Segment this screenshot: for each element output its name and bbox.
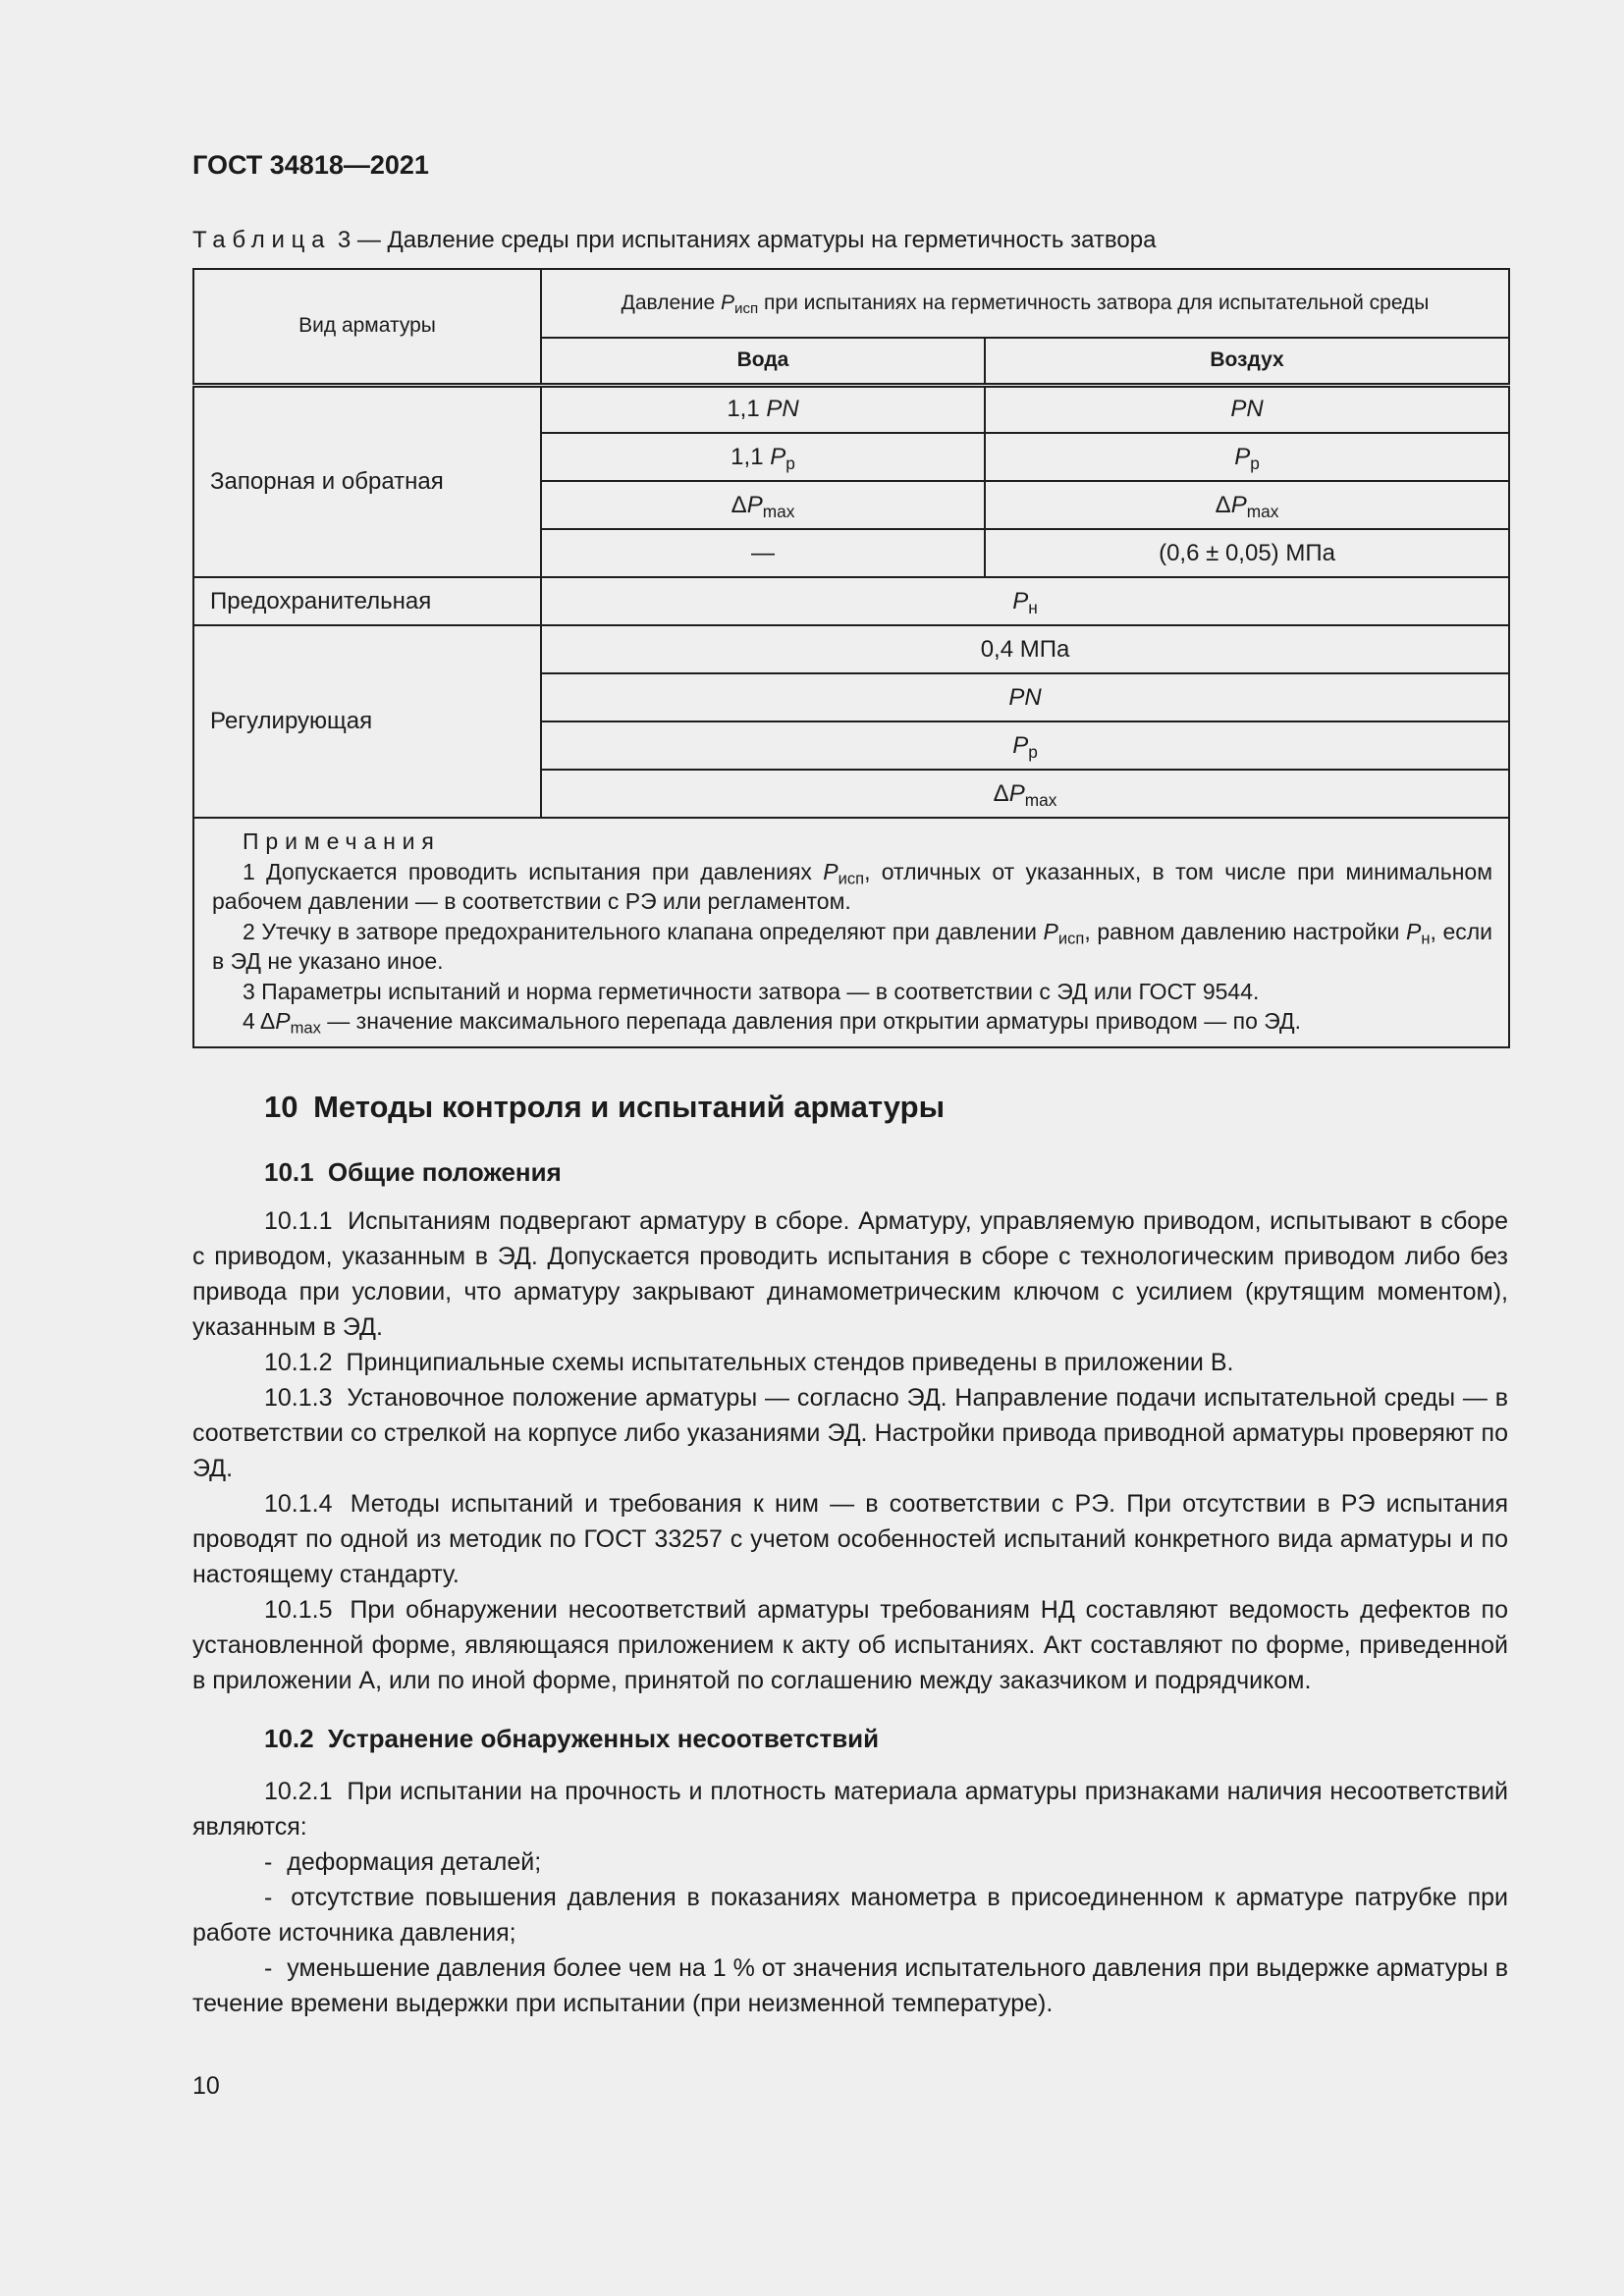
list-item-text: отсутствие повышения давления в показаниях манометра в присоединенном к арматуре патрубке при работе источника давления; xyxy=(192,1884,1508,1947)
table-row xyxy=(193,577,1509,625)
text-segment: Δ xyxy=(1215,491,1231,518)
italic-symbol: P xyxy=(275,1008,291,1034)
text-segment: , равном давлению настройки xyxy=(1084,918,1406,944)
table-header-row xyxy=(193,269,1509,338)
notes-title: Примечания xyxy=(243,828,441,854)
text-segment: Давление xyxy=(621,292,721,314)
italic-symbol: P xyxy=(1405,918,1422,944)
list-marker: - xyxy=(264,1884,273,1911)
table-container xyxy=(192,268,1508,1048)
clause-number: 10.1.5 xyxy=(264,1596,333,1624)
header-valve-type: Вид арматуры xyxy=(193,269,541,385)
note-item xyxy=(212,917,1492,977)
clause-number: 10.1.4 xyxy=(264,1490,333,1518)
list-item xyxy=(192,1950,1508,2021)
section-title: Методы контроля и испытаний арматуры xyxy=(313,1090,946,1124)
clause-paragraph xyxy=(192,1486,1508,1592)
italic-symbol: P xyxy=(1043,918,1058,944)
clause-text: Принципиальные схемы испытательных стендов приведены в приложении В. xyxy=(346,1349,1234,1376)
table-row xyxy=(193,385,1509,433)
subsection-number: 10.1 xyxy=(264,1157,314,1187)
shutoff-water-value xyxy=(541,529,985,577)
shutoff-air-value xyxy=(985,481,1509,529)
table-row xyxy=(193,625,1509,673)
text-segment: , отличных от указанных, в том числе при минимальном рабочем давлении — в соответствии с РЭ или регламентом. xyxy=(212,858,1493,914)
list-item-text: деформация деталей; xyxy=(287,1848,542,1876)
note-item xyxy=(212,977,1492,1007)
subscript: р xyxy=(785,453,795,473)
control-value xyxy=(541,673,1509,721)
clause-number: 10.1.1 xyxy=(264,1207,333,1235)
page-number: 10 xyxy=(192,2072,220,2100)
header-water: Вода xyxy=(541,338,985,385)
document-code: ГОСТ 34818—2021 xyxy=(192,150,429,180)
shutoff-water-value xyxy=(541,481,985,529)
note-item xyxy=(212,857,1492,917)
text-segment: Δ xyxy=(731,491,747,518)
subscript: исп xyxy=(1057,929,1085,948)
italic-symbol: P xyxy=(1230,491,1247,518)
control-valve-label: Регулирующая xyxy=(193,625,541,818)
subscript: н xyxy=(1028,597,1038,617)
text-segment: 3 — Давление среды при испытаниях арматуры на герметичность затвора xyxy=(331,227,1157,253)
italic-symbol: PN xyxy=(1008,683,1042,711)
note-item xyxy=(212,1006,1492,1037)
clause-paragraph xyxy=(192,1592,1508,1698)
subsection-title: Устранение обнаруженных несоответствий xyxy=(327,1724,880,1753)
clause-number: 10.1.2 xyxy=(264,1349,333,1376)
text-segment: 2 Утечку в затворе предохранительного клапана определяют при давлении xyxy=(243,918,1044,944)
shutoff-water-value xyxy=(541,433,985,481)
table-notes xyxy=(193,818,1509,1047)
clause-text: Установочное положение арматуры — согласно ЭД. Направление подачи испытательной среды — в соответствии со стрелкой на корпусе либо указаниями ЭД. Настройки привода приводной арматуры проверяют по ЭД. xyxy=(192,1384,1508,1482)
italic-symbol: PN xyxy=(1230,396,1264,423)
clause-paragraph xyxy=(192,1345,1508,1380)
text-segment: 4 Δ xyxy=(243,1008,276,1034)
text-segment: 1 Допускается проводить испытания при давлениях xyxy=(243,858,824,884)
text-segment: — значение максимального перепада давления при открытии арматуры приводом — по ЭД. xyxy=(320,1008,1301,1034)
subscript: н xyxy=(1421,929,1431,948)
text-segment: 1,1 xyxy=(731,443,771,470)
section-body xyxy=(192,1080,1508,2021)
shutoff-air-value xyxy=(985,385,1509,433)
subscript: max xyxy=(1024,789,1057,810)
shutoff-water-value xyxy=(541,385,985,433)
subscript: исп xyxy=(734,300,759,318)
spaced-text: Таблица xyxy=(192,227,332,253)
subscript: р xyxy=(1250,453,1260,473)
text-segment: — xyxy=(751,539,775,566)
text-segment: Δ xyxy=(993,779,1009,807)
italic-symbol: P xyxy=(720,292,734,314)
safety-value xyxy=(541,577,1509,625)
italic-symbol: P xyxy=(1012,731,1029,759)
subscript: р xyxy=(1028,741,1038,762)
subscript: max xyxy=(290,1018,321,1038)
table-notes-row xyxy=(193,818,1509,1047)
italic-symbol: P xyxy=(823,858,839,884)
italic-symbol: P xyxy=(746,491,763,518)
italic-symbol: P xyxy=(1012,587,1029,614)
text-segment: 1,1 xyxy=(727,396,767,423)
list-marker: - xyxy=(264,1848,273,1876)
text-segment: (0,6 ± 0,05) МПа xyxy=(1159,539,1335,566)
shutoff-air-value xyxy=(985,433,1509,481)
subscript: исп xyxy=(838,869,865,888)
clause-text: Испытаниям подвергают арматуру в сборе. Арматуру, управляемую приводом, испытывают в сборе с приводом, указанным в ЭД. Допускается проводить испытания в сборе с технологическим приводом либо без привода при условии, что арматуру закрывают динамометрическим ключом с усилием (крутящим моментом), указанным в ЭД. xyxy=(192,1207,1508,1341)
italic-symbol: P xyxy=(770,443,786,470)
italic-symbol: P xyxy=(1234,443,1251,470)
shutoff-valve-label: Запорная и обратная xyxy=(193,385,541,577)
table-caption xyxy=(192,224,1156,257)
control-value xyxy=(541,721,1509,770)
subscript: max xyxy=(1246,501,1279,521)
control-value xyxy=(541,625,1509,673)
subsection-number: 10.2 xyxy=(264,1724,314,1753)
section-heading xyxy=(192,1080,1508,1135)
text-segment: при испытаниях на герметичность затвора для испытательной среды xyxy=(758,292,1430,314)
clause-text: Методы испытаний и требования к ним — в соответствии с РЭ. При отсутствии в РЭ испытания проводят по одной из методик по ГОСТ 33257 с учетом особенностей испытаний конкретного вида арматуры и по настоящему стандарту. xyxy=(192,1490,1508,1588)
header-test-pressure xyxy=(541,269,1509,338)
shutoff-air-value xyxy=(985,529,1509,577)
safety-valve-label: Предохранительная xyxy=(193,577,541,625)
header-air: Воздух xyxy=(985,338,1509,385)
italic-symbol: P xyxy=(1008,779,1025,807)
pressure-table xyxy=(192,268,1510,1048)
clause-text: При обнаружении несоответствий арматуры требованиям НД составляют ведомость дефектов по установленной форме, являющаяся приложением к акту об испытаниях. Акт составляют по форме, приведенной в приложении А, или по иной форме, принятой по соглашению между заказчиком и подрядчиком. xyxy=(192,1596,1509,1694)
text-segment: 0,4 МПа xyxy=(980,635,1070,663)
clause-number: 10.2.1 xyxy=(264,1778,333,1805)
subsection-heading xyxy=(192,1154,1508,1190)
list-item xyxy=(192,1880,1508,1950)
text-segment: 3 Параметры испытаний и норма герметичности затвора — в соответствии с ЭД или ГОСТ 9544. xyxy=(243,978,1260,1004)
subsection-heading xyxy=(192,1721,1508,1756)
clause-paragraph xyxy=(192,1380,1508,1486)
italic-symbol: PN xyxy=(766,396,799,423)
list-item xyxy=(192,1844,1508,1880)
clause-text: При испытании на прочность и плотность материала арматуры признаками наличия несоответствий являются: xyxy=(192,1778,1508,1841)
control-value xyxy=(541,770,1509,818)
list-item-text: уменьшение давления более чем на 1 % от значения испытательного давления при выдержке арматуры в течение времени выдержки при испытании (при неизменной температуре). xyxy=(192,1954,1509,2017)
section-number: 10 xyxy=(264,1090,298,1124)
subsection-title: Общие положения xyxy=(327,1157,562,1187)
text-segment: , если в ЭД не указано иное. xyxy=(212,918,1493,974)
clause-paragraph xyxy=(192,1203,1508,1345)
list-marker: - xyxy=(264,1954,273,1982)
subscript: max xyxy=(762,501,795,521)
clause-number: 10.1.3 xyxy=(264,1384,333,1412)
clause-paragraph xyxy=(192,1774,1508,1844)
